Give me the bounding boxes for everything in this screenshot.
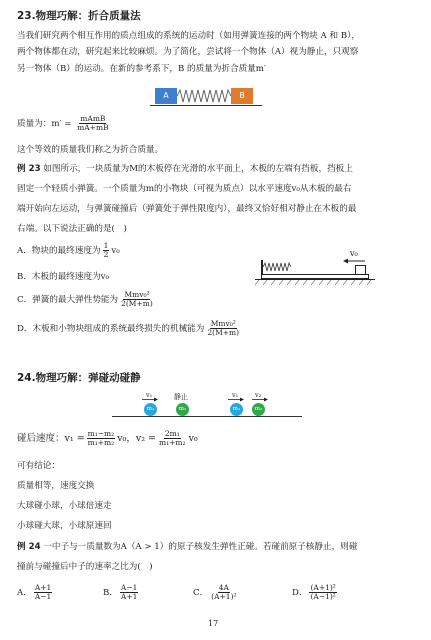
fig-v1-label: v₁	[146, 391, 153, 399]
board-spring	[263, 262, 291, 272]
section23-heading: 23.物理巧解：折合质量法	[17, 10, 141, 22]
spring	[177, 88, 231, 104]
example23-option-b: B．木板的最终速度为v₀	[17, 272, 109, 282]
example24-line-2: 撞前与碰撞后中子的速率之比为( )	[17, 562, 153, 572]
fig-v2-label: v₂	[255, 391, 262, 399]
example23-line-1: 例 23 如图所示，一块质量为M的木板停在光滑的水平面上，木板的左端有挡板，挡板上	[17, 164, 353, 174]
arrow-right-icon	[252, 397, 268, 402]
arrow-right-icon	[228, 397, 244, 402]
board-spring-figure	[255, 248, 375, 292]
ball-m2: m₂	[176, 403, 189, 416]
ground-line	[150, 105, 262, 106]
block-b: B	[231, 88, 253, 104]
conclusion-2: 大球碰小球，小球倍速走	[17, 501, 112, 511]
reduced-mass-formula: 质量为：m′ = $\frac{\text{mAmB}}{mA+mB}$	[17, 114, 109, 132]
fig-static-label: 静止	[174, 393, 188, 401]
post-collision-velocity: 碰后速度：v₁ = $\frac{\text{m₁−m₂}}{\text{m₁+m₂}}$ v₀，v₂ = $\frac{\text{2m₁}}{\text{m₁+m₂}}$ v₀	[17, 429, 198, 447]
floor-hatch	[255, 280, 375, 286]
ball-m1-after: m₁	[230, 403, 243, 416]
example24-option-c: C． $\frac{4A}{\text{(A+1)²}}$	[193, 583, 237, 601]
example23-line-2: 固定一个轻质小弹簧。一个质量为m的小物块（可视为质点）以水平速度v₀从木板的最右	[17, 184, 352, 194]
ball-m2-after: m₂	[252, 403, 265, 416]
conclusion-label: 可有结论：	[17, 461, 60, 471]
example24-option-d: D． $\frac{\text{(A+1)²}}{\text{(A−1)²}}$	[292, 583, 336, 601]
collision-figure	[112, 390, 302, 422]
example23-option-d: D．木板和小物块组成的系统最终损失的机械能为 $\frac{\text{Mmv₀²}}{2(M+m)}$	[17, 319, 240, 337]
section23-para-2: 两个物体都在动，研究起来比较麻烦。为了简化，尝试将一个物体（A）视为静止，只观察	[17, 47, 359, 57]
conclusion-3: 小球碰大球，小球原速回	[17, 521, 112, 531]
collision-ground-line	[112, 416, 302, 417]
example24-option-b: B． $\frac{A-1}{A+1}$	[103, 583, 138, 601]
reduced-mass-note: 这个等效的质量我们称之为折合质量。	[17, 145, 164, 155]
example24-line-1: 例 24 一中子与一质量数为A（A > 1）的原子核发生弹性正碰。若碰前原子核静止，则碰	[17, 542, 358, 552]
section23-para-1: 当我们研究两个相互作用的质点组成的系统的运动时（如用弹簧连接的两个物块 A 和 B），	[17, 31, 360, 41]
example23-option-c: C．弹簧的最大弹性势能为 $\frac{\text{Mmv₀²}}{2(M+m)}$	[17, 290, 153, 308]
example23-option-a: A．物块的最终速度为 $\frac{1}{2}$ v₀	[17, 241, 120, 259]
example24-option-a: A． $\frac{A+1}{A-1}$	[17, 583, 52, 601]
spring-blocks-figure	[150, 86, 280, 108]
section23-para-3: 另一物体（B）的运动。在新的参考系下，B 的质量为折合质量m′	[17, 64, 266, 74]
ball-m1: m₁	[144, 403, 157, 416]
velocity-arrow-icon	[343, 258, 365, 264]
page-number: 17	[208, 619, 219, 628]
section24-heading: 24.物理巧解：弹碰动碰静	[17, 372, 141, 384]
block-a: A	[155, 88, 177, 104]
example23-line-3: 端开始向左运动，与弹簧碰撞后（弹簧处于弹性限度内），最终又恰好相对静止在木板的最	[17, 204, 357, 214]
example23-line-4: 右端。以下说法正确的是( )	[17, 224, 127, 234]
conclusion-1: 质量相等，速度交换	[17, 481, 95, 491]
arrow-right-icon	[142, 397, 158, 402]
fig-v1b-label: v₁	[232, 391, 239, 399]
fig-v0-label: v₀	[350, 249, 358, 258]
